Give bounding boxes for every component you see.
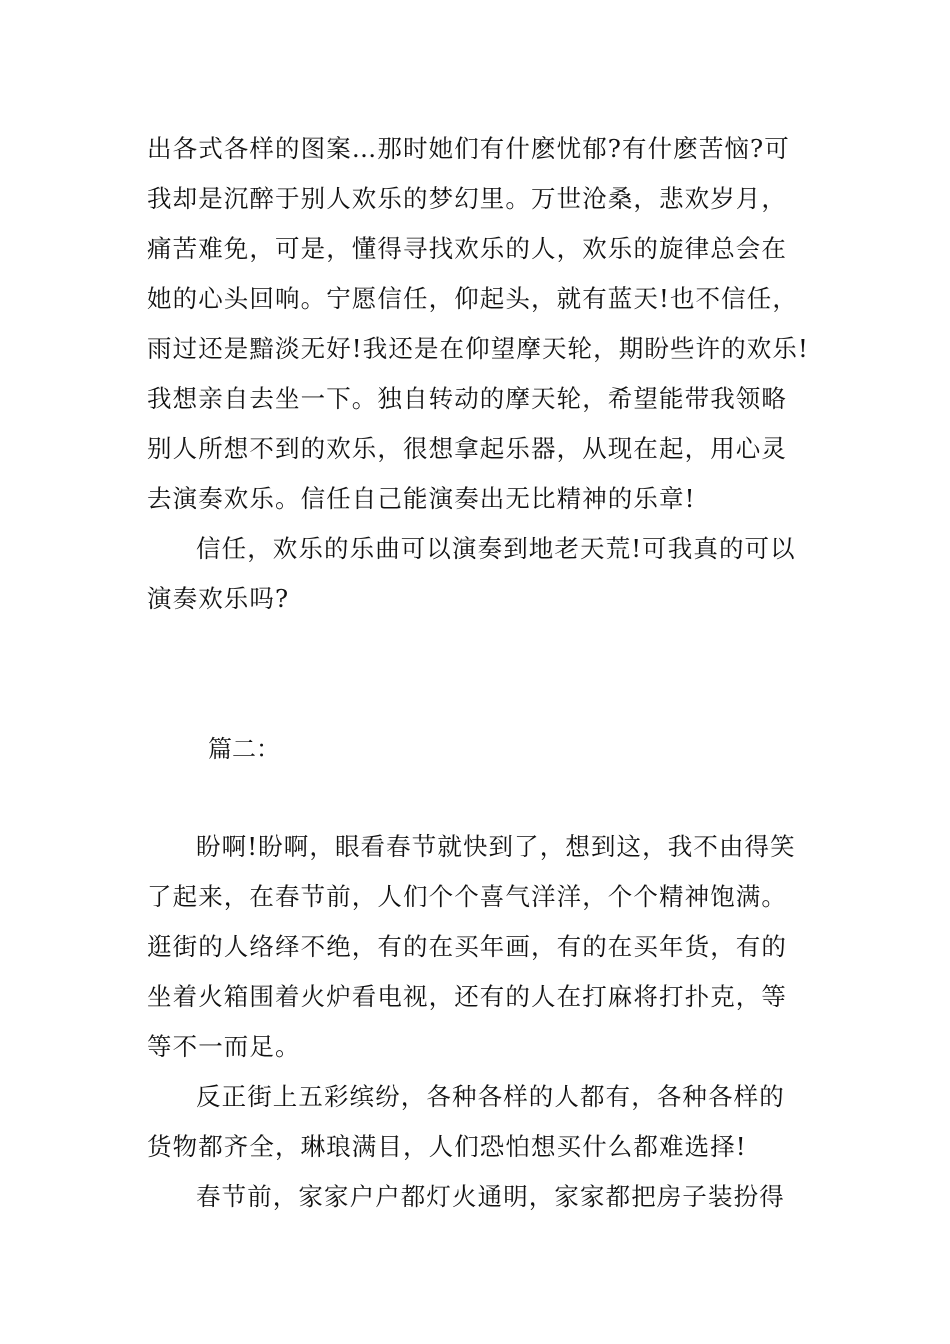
text-line: 出各式各样的图案…那时她们有什麽忧郁?有什麽苦恼?可 — [147, 134, 790, 163]
text-line: 等不一而足。 — [147, 1032, 301, 1061]
section-heading: 篇二： — [208, 735, 280, 763]
text-line: 她的心头回响。宁愿信任，仰起头，就有蓝天!也不信任， — [147, 284, 798, 313]
paragraph-start-line: 盼啊!盼啊，眼看春节就快到了，想到这，我不由得笑 — [196, 832, 796, 861]
text-line: 雨过还是黯淡无好!我还是在仰望摩天轮，期盼些许的欢乐! — [147, 334, 809, 363]
paragraph-start-line: 春节前，家家户户都灯火通明，家家都把房子装扮得 — [196, 1182, 785, 1211]
text-line: 货物都齐全，琳琅满目，人们恐怕想买什么都难选择! — [147, 1132, 747, 1161]
paragraph-start-line: 反正街上五彩缤纷，各种各样的人都有，各种各样的 — [196, 1082, 785, 1111]
text-line: 痛苦难免，可是，懂得寻找欢乐的人，欢乐的旋律总会在 — [147, 234, 787, 263]
text-line: 去演奏欢乐。信任自己能演奏出无比精神的乐章! — [147, 484, 696, 513]
text-line: 坐着火箱围着火炉看电视，还有的人在打麻将打扑克，等 — [147, 982, 787, 1011]
text-line: 我却是沉醉于别人欢乐的梦幻里。万世沧桑，悲欢岁月， — [147, 184, 787, 213]
text-line: 我想亲自去坐一下。独自转动的摩天轮，希望能带我领略 — [147, 384, 787, 413]
text-line: 演奏欢乐吗? — [147, 584, 290, 613]
paragraph-start-line: 信任，欢乐的乐曲可以演奏到地老天荒!可我真的可以 — [196, 534, 796, 563]
text-line: 别人所想不到的欢乐，很想拿起乐器，从现在起，用心灵 — [147, 434, 787, 463]
text-line: 了起来，在春节前，人们个个喜气洋洋，个个精神饱满。 — [147, 882, 787, 911]
text-line: 逛街的人络绎不绝，有的在买年画，有的在买年货，有的 — [147, 932, 787, 961]
